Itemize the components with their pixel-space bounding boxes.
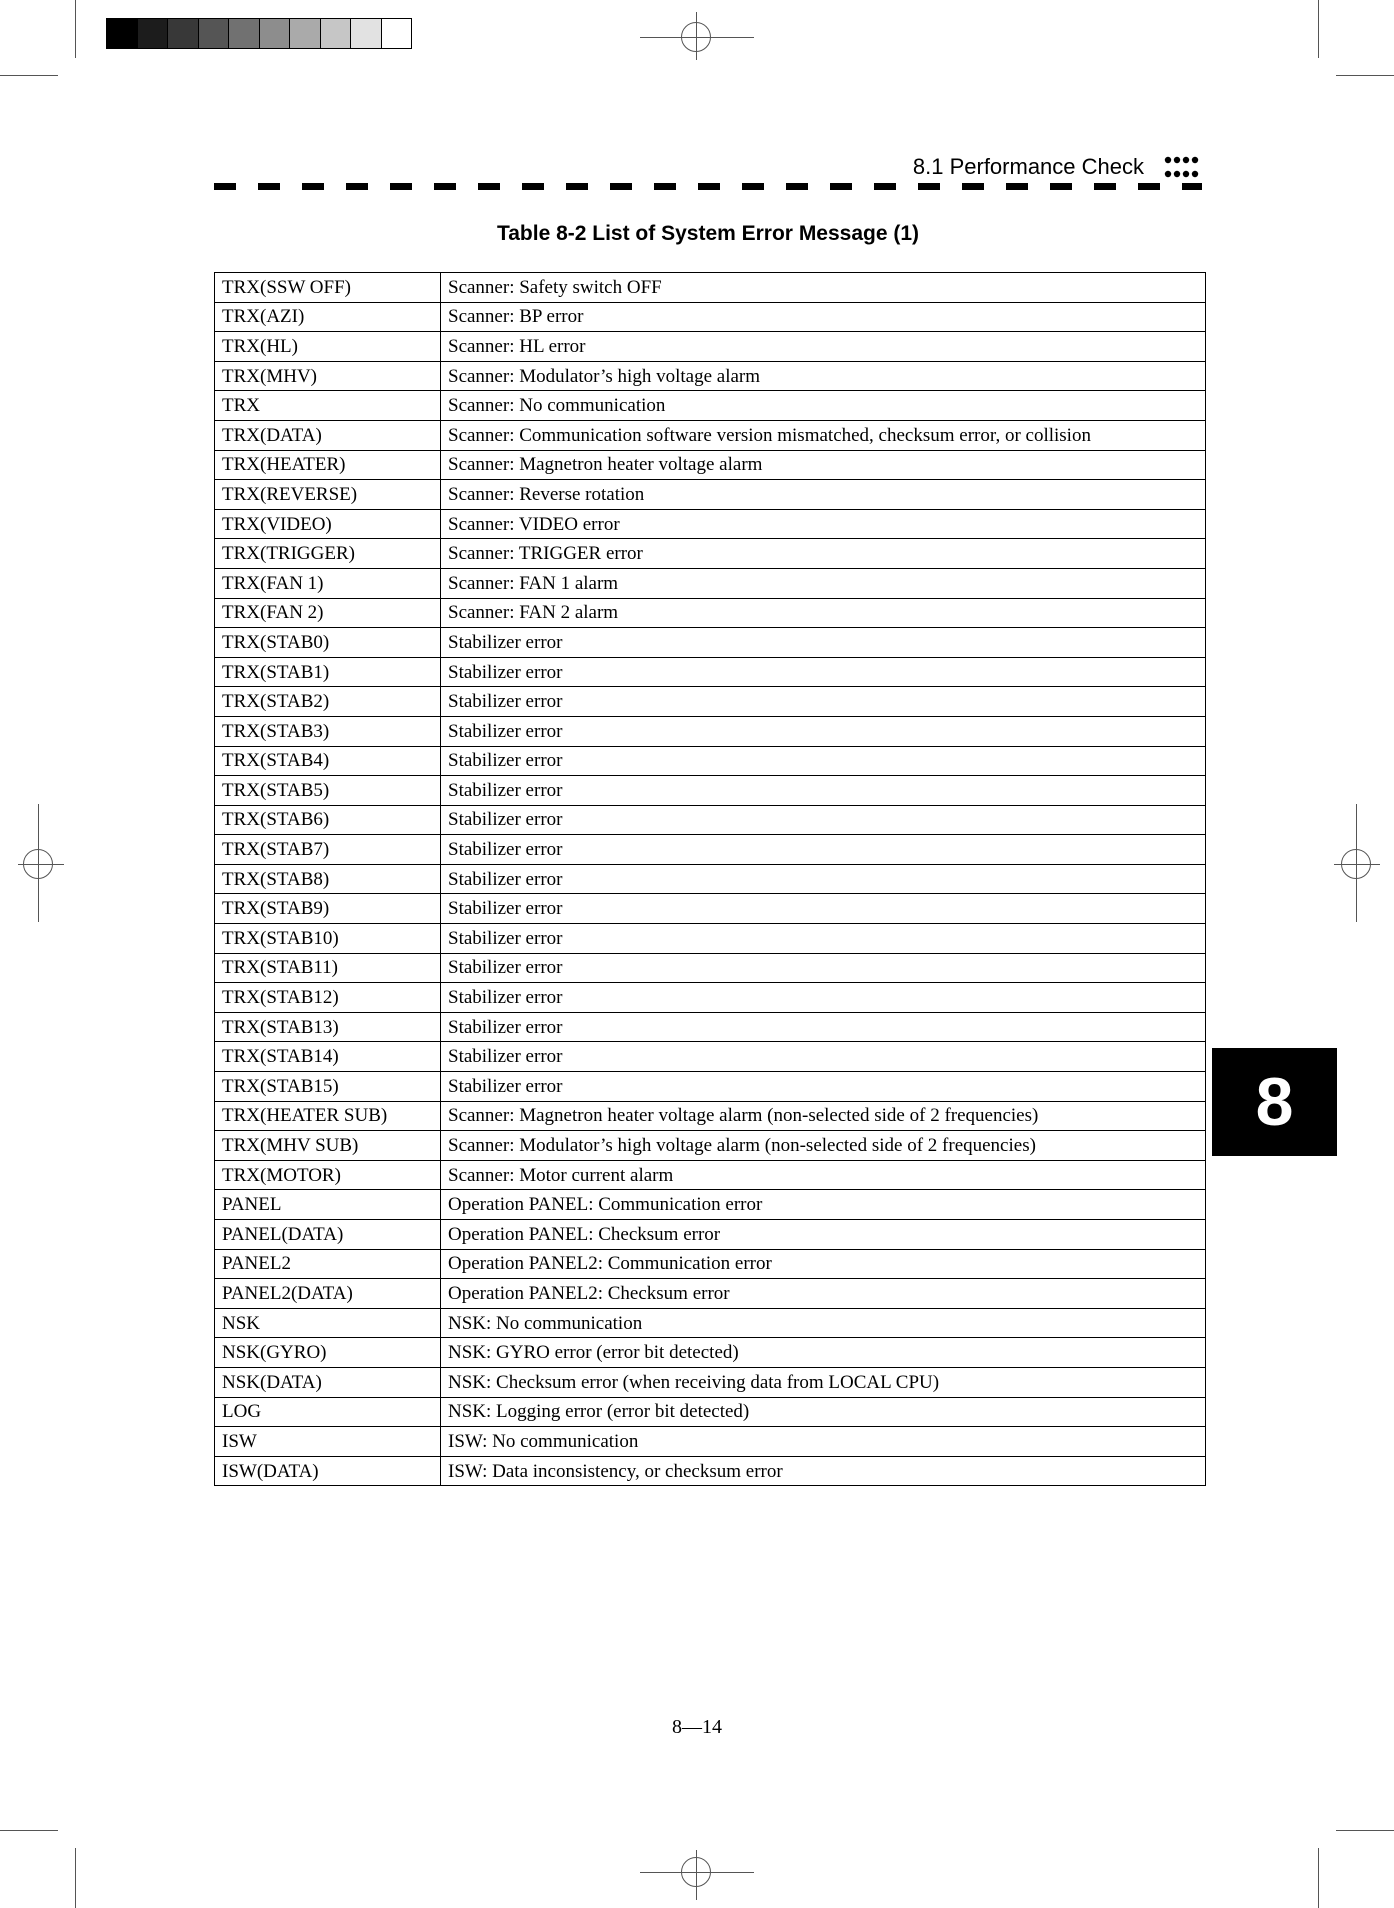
crop-mark bbox=[75, 0, 76, 58]
error-message-cell: Stabilizer error bbox=[441, 894, 1206, 924]
crop-mark bbox=[0, 1830, 58, 1831]
error-code-cell: ISW bbox=[215, 1427, 441, 1457]
table-row bbox=[215, 924, 1206, 954]
crop-mark bbox=[1318, 1848, 1319, 1908]
error-code-cell: TRX(AZI) bbox=[215, 302, 441, 332]
gray-swatch bbox=[167, 19, 198, 48]
table-row bbox=[215, 776, 1206, 806]
table-row bbox=[215, 509, 1206, 539]
error-message-cell: Stabilizer error bbox=[441, 983, 1206, 1013]
table-row bbox=[215, 1427, 1206, 1457]
table-row bbox=[215, 805, 1206, 835]
error-code-cell: TRX(STAB3) bbox=[215, 716, 441, 746]
table-row bbox=[215, 628, 1206, 658]
system-error-table bbox=[214, 272, 1206, 1486]
error-code-cell: PANEL2(DATA) bbox=[215, 1279, 441, 1309]
error-code-cell: PANEL bbox=[215, 1190, 441, 1220]
crop-mark bbox=[1318, 0, 1319, 58]
error-code-cell: TRX(STAB13) bbox=[215, 1012, 441, 1042]
error-code-cell: TRX(STAB8) bbox=[215, 864, 441, 894]
error-message-cell: Scanner: FAN 1 alarm bbox=[441, 568, 1206, 598]
crop-mark bbox=[1336, 1830, 1394, 1831]
table-row bbox=[215, 1012, 1206, 1042]
gray-swatch bbox=[107, 19, 137, 48]
error-code-cell: TRX(SSW OFF) bbox=[215, 273, 441, 303]
table-row bbox=[215, 1249, 1206, 1279]
error-code-cell: TRX(STAB10) bbox=[215, 924, 441, 954]
error-message-cell: Stabilizer error bbox=[441, 1012, 1206, 1042]
error-message-cell: Scanner: Modulator’s high voltage alarm (non-selected side of 2 frequencies) bbox=[441, 1131, 1206, 1161]
header-dots-icon bbox=[1164, 155, 1200, 181]
table-row bbox=[215, 539, 1206, 569]
error-code-cell: TRX(STAB5) bbox=[215, 776, 441, 806]
table-row bbox=[215, 1220, 1206, 1250]
header-dashed-rule bbox=[214, 183, 1202, 190]
chapter-tab: 8 bbox=[1212, 1048, 1337, 1156]
error-code-cell: TRX(HEATER) bbox=[215, 450, 441, 480]
table-row bbox=[215, 1101, 1206, 1131]
table-row bbox=[215, 273, 1206, 303]
error-message-cell: Scanner: Reverse rotation bbox=[441, 480, 1206, 510]
error-code-cell: TRX(STAB14) bbox=[215, 1042, 441, 1072]
table-row bbox=[215, 1131, 1206, 1161]
error-message-cell: Operation PANEL: Communication error bbox=[441, 1190, 1206, 1220]
registration-circle bbox=[23, 849, 53, 879]
error-code-cell: TRX(STAB6) bbox=[215, 805, 441, 835]
error-code-cell: TRX(DATA) bbox=[215, 420, 441, 450]
table-row bbox=[215, 450, 1206, 480]
error-message-cell: Stabilizer error bbox=[441, 657, 1206, 687]
gray-swatch bbox=[381, 19, 412, 48]
gray-swatch bbox=[228, 19, 259, 48]
error-message-cell: Scanner: TRIGGER error bbox=[441, 539, 1206, 569]
table-row bbox=[215, 1456, 1206, 1486]
table-row bbox=[215, 361, 1206, 391]
error-message-cell: NSK: Checksum error (when receiving data from LOCAL CPU) bbox=[441, 1367, 1206, 1397]
error-message-cell: Scanner: VIDEO error bbox=[441, 509, 1206, 539]
gray-swatch bbox=[350, 19, 381, 48]
table-row bbox=[215, 864, 1206, 894]
error-message-cell: Scanner: HL error bbox=[441, 332, 1206, 362]
error-message-cell: Operation PANEL: Checksum error bbox=[441, 1220, 1206, 1250]
error-message-cell: Stabilizer error bbox=[441, 716, 1206, 746]
error-message-cell: Stabilizer error bbox=[441, 864, 1206, 894]
error-code-cell: NSK(GYRO) bbox=[215, 1338, 441, 1368]
error-message-cell: Scanner: BP error bbox=[441, 302, 1206, 332]
error-message-cell: Scanner: No communication bbox=[441, 391, 1206, 421]
error-code-cell: TRX(STAB9) bbox=[215, 894, 441, 924]
error-message-cell: Scanner: Modulator’s high voltage alarm bbox=[441, 361, 1206, 391]
table-row bbox=[215, 687, 1206, 717]
error-message-cell: Operation PANEL2: Checksum error bbox=[441, 1279, 1206, 1309]
table-row bbox=[215, 1397, 1206, 1427]
table-caption: Table 8-2 List of System Error Message (1) bbox=[496, 222, 920, 245]
error-message-cell: Stabilizer error bbox=[441, 835, 1206, 865]
table-row bbox=[215, 1042, 1206, 1072]
gray-swatch bbox=[320, 19, 351, 48]
table-row bbox=[215, 1072, 1206, 1102]
error-code-cell: TRX(MOTOR) bbox=[215, 1160, 441, 1190]
section-title: 8.1 Performance Check bbox=[912, 154, 1144, 179]
crop-mark bbox=[75, 1848, 76, 1908]
table-row bbox=[215, 983, 1206, 1013]
error-message-cell: Scanner: Communication software version mismatched, checksum error, or collision bbox=[441, 420, 1206, 450]
grayscale-calibration-strip bbox=[106, 18, 412, 49]
error-message-cell: Scanner: FAN 2 alarm bbox=[441, 598, 1206, 628]
error-message-cell: Stabilizer error bbox=[441, 746, 1206, 776]
error-message-cell: Stabilizer error bbox=[441, 1042, 1206, 1072]
error-code-cell: TRX(VIDEO) bbox=[215, 509, 441, 539]
table-row bbox=[215, 953, 1206, 983]
page-number: 8—14 bbox=[672, 1716, 722, 1738]
gray-swatch bbox=[137, 19, 168, 48]
error-message-cell: NSK: No communication bbox=[441, 1308, 1206, 1338]
error-message-cell: Stabilizer error bbox=[441, 687, 1206, 717]
error-code-cell: TRX(STAB0) bbox=[215, 628, 441, 658]
error-message-cell: Scanner: Magnetron heater voltage alarm (non-selected side of 2 frequencies) bbox=[441, 1101, 1206, 1131]
error-message-cell: Stabilizer error bbox=[441, 1072, 1206, 1102]
gray-swatch bbox=[198, 19, 229, 48]
error-message-cell: Stabilizer error bbox=[441, 776, 1206, 806]
error-code-cell: PANEL2 bbox=[215, 1249, 441, 1279]
error-code-cell: TRX(STAB2) bbox=[215, 687, 441, 717]
error-message-cell: Stabilizer error bbox=[441, 628, 1206, 658]
error-code-cell: TRX(STAB4) bbox=[215, 746, 441, 776]
table-row bbox=[215, 1367, 1206, 1397]
error-message-cell: Scanner: Safety switch OFF bbox=[441, 273, 1206, 303]
crop-mark bbox=[0, 75, 58, 76]
crop-mark bbox=[1336, 75, 1394, 76]
table-row bbox=[215, 835, 1206, 865]
table-row bbox=[215, 1338, 1206, 1368]
error-message-cell: Stabilizer error bbox=[441, 924, 1206, 954]
error-code-cell: TRX(STAB1) bbox=[215, 657, 441, 687]
error-code-cell: TRX bbox=[215, 391, 441, 421]
registration-circle bbox=[681, 1857, 711, 1887]
error-code-cell: TRX(FAN 1) bbox=[215, 568, 441, 598]
error-code-cell: TRX(TRIGGER) bbox=[215, 539, 441, 569]
gray-swatch bbox=[289, 19, 320, 48]
table-row bbox=[215, 302, 1206, 332]
table-row bbox=[215, 746, 1206, 776]
error-message-cell: ISW: No communication bbox=[441, 1427, 1206, 1457]
error-code-cell: ISW(DATA) bbox=[215, 1456, 441, 1486]
error-code-cell: TRX(REVERSE) bbox=[215, 480, 441, 510]
error-code-cell: TRX(FAN 2) bbox=[215, 598, 441, 628]
table-row bbox=[215, 332, 1206, 362]
gray-swatch bbox=[259, 19, 290, 48]
error-code-cell: PANEL(DATA) bbox=[215, 1220, 441, 1250]
error-code-cell: TRX(STAB12) bbox=[215, 983, 441, 1013]
registration-circle bbox=[1341, 849, 1371, 879]
error-message-cell: Scanner: Magnetron heater voltage alarm bbox=[441, 450, 1206, 480]
table-row bbox=[215, 1160, 1206, 1190]
error-message-cell: Stabilizer error bbox=[441, 953, 1206, 983]
error-message-cell: NSK: Logging error (error bit detected) bbox=[441, 1397, 1206, 1427]
table-row bbox=[215, 420, 1206, 450]
error-message-cell: NSK: GYRO error (error bit detected) bbox=[441, 1338, 1206, 1368]
error-code-cell: TRX(MHV SUB) bbox=[215, 1131, 441, 1161]
table-row bbox=[215, 1308, 1206, 1338]
error-message-cell: ISW: Data inconsistency, or checksum error bbox=[441, 1456, 1206, 1486]
table-row bbox=[215, 391, 1206, 421]
error-code-cell: TRX(HEATER SUB) bbox=[215, 1101, 441, 1131]
table-row bbox=[215, 598, 1206, 628]
error-code-cell: TRX(HL) bbox=[215, 332, 441, 362]
registration-circle bbox=[681, 22, 711, 52]
table-row bbox=[215, 894, 1206, 924]
table-row bbox=[215, 568, 1206, 598]
error-message-cell: Operation PANEL2: Communication error bbox=[441, 1249, 1206, 1279]
error-message-cell: Scanner: Motor current alarm bbox=[441, 1160, 1206, 1190]
error-code-cell: TRX(MHV) bbox=[215, 361, 441, 391]
error-message-cell: Stabilizer error bbox=[441, 805, 1206, 835]
table-row bbox=[215, 480, 1206, 510]
error-code-cell: TRX(STAB15) bbox=[215, 1072, 441, 1102]
table-row bbox=[215, 1190, 1206, 1220]
error-code-cell: NSK bbox=[215, 1308, 441, 1338]
error-code-cell: NSK(DATA) bbox=[215, 1367, 441, 1397]
table-row bbox=[215, 1279, 1206, 1309]
error-code-cell: LOG bbox=[215, 1397, 441, 1427]
error-code-cell: TRX(STAB7) bbox=[215, 835, 441, 865]
error-code-cell: TRX(STAB11) bbox=[215, 953, 441, 983]
table-row bbox=[215, 657, 1206, 687]
table-row bbox=[215, 716, 1206, 746]
